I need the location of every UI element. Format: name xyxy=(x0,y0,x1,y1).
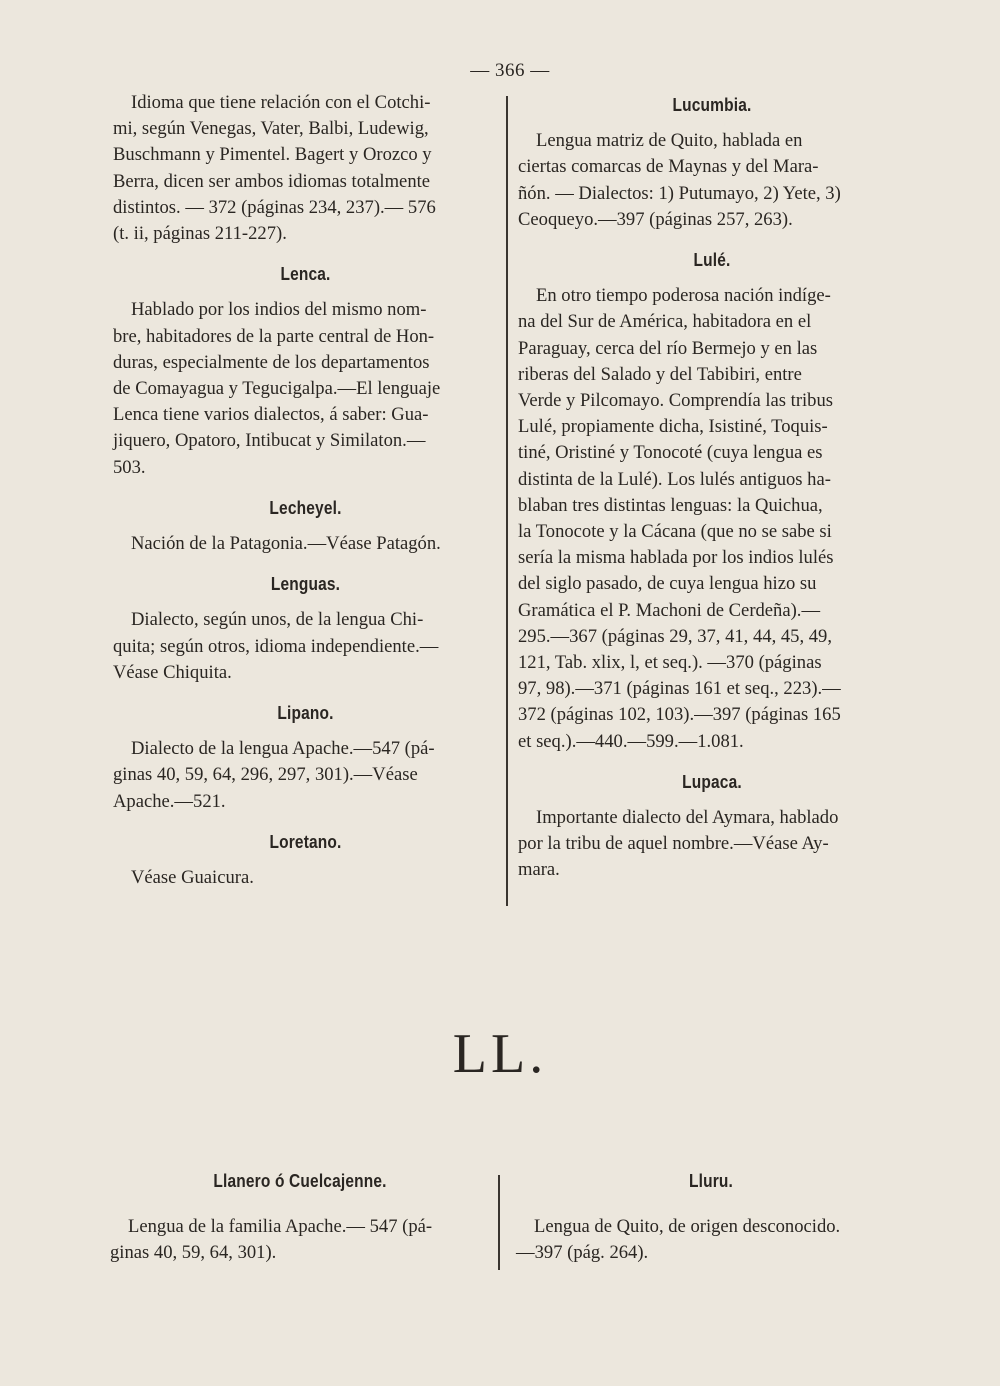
entry-body xyxy=(516,1214,906,1266)
text-line: la Tonocote y la Cácana (que no se sabe si xyxy=(518,521,832,543)
text-line: Véase Guaicura. xyxy=(131,867,254,889)
right-column xyxy=(518,92,906,884)
entry-lenca xyxy=(113,261,498,481)
entry-lenguas xyxy=(113,571,498,686)
text-line: Buschmann y Pimentel. Bagert y Orozco y xyxy=(113,144,432,166)
entry-lluru xyxy=(516,1168,906,1267)
text-line: Idioma que tiene relación con el Cotchi- xyxy=(131,92,431,113)
entry-lipano xyxy=(113,700,498,815)
entry-body xyxy=(518,283,906,755)
column-divider-bottom xyxy=(498,1175,500,1270)
text-line: por la tribu de aquel nombre.—Véase Ay- xyxy=(518,833,829,855)
text-line: Gramática el P. Machoni de Cerdeña).— xyxy=(518,599,821,621)
entry-body xyxy=(110,1214,490,1266)
entry-body xyxy=(113,297,498,480)
entry-lucumbia xyxy=(518,92,906,233)
text-line: Lengua matriz de Quito, hablada en xyxy=(536,130,803,152)
text-line: bre, habitadores de la parte central de Hon- xyxy=(113,325,435,347)
text-line: blaban tres distintas lenguas: la Quichua, xyxy=(518,494,823,516)
text-line: Berra, dicen ser ambos idiomas totalmente xyxy=(113,170,431,192)
text-line: Hablado por los indios del mismo nom- xyxy=(131,299,427,321)
text-line: jiquero, Opatoro, Intibucat y Similaton.— xyxy=(113,430,426,452)
text-line: 503. xyxy=(113,456,146,478)
entry-body xyxy=(113,736,498,815)
text-line: Ceoqueyo.—397 (páginas 257, 263). xyxy=(518,208,793,230)
text-line: tiné, Oristiné y Tonocoté (cuya lengua es xyxy=(518,442,823,464)
text-line: ginas 40, 59, 64, 296, 297, 301).—Véase xyxy=(113,764,418,786)
text-line: Verde y Pilcomayo. Comprendía las tribus xyxy=(518,390,834,412)
text-line: ñón. — Dialectos: 1) Putumayo, 2) Yete, 3) xyxy=(518,182,841,204)
text-line: Dialecto, según unos, de la lengua Chi- xyxy=(131,609,424,631)
text-line: duras, especialmente de los departamentos xyxy=(113,351,430,373)
entry-title: Lenca. xyxy=(280,264,331,285)
entry-loretano xyxy=(113,829,498,891)
text-line: (t. ii, páginas 211-227). xyxy=(113,223,287,245)
text-line: Lenca tiene varios dialectos, á saber: Gua- xyxy=(113,404,429,426)
text-line: Paraguay, cerca del río Bermejo y en las xyxy=(518,337,818,359)
text-line: —397 (pág. 264). xyxy=(516,1242,649,1264)
entry-title: Lulé. xyxy=(693,250,731,271)
text-line: Dialecto de la lengua Apache.—547 (pá- xyxy=(131,738,435,760)
entry-body xyxy=(518,805,906,884)
entry-cotchimi-continuation xyxy=(113,90,498,247)
entry-body xyxy=(113,90,498,247)
text-line: et seq.).—440.—599.—1.081. xyxy=(518,730,744,752)
text-line: quita; según otros, idioma independiente.— xyxy=(113,635,439,657)
text-line: Apache.—521. xyxy=(113,790,226,812)
entry-title: Loretano. xyxy=(269,831,342,852)
text-line: Véase Chiquita. xyxy=(113,661,232,683)
entry-title: Lupaca. xyxy=(682,771,742,792)
entry-title: Llanero ó Cuelcajenne. xyxy=(213,1171,387,1191)
column-divider-top xyxy=(506,96,508,906)
text-line: Lengua de Quito, de origen desconocido. xyxy=(534,1216,841,1238)
entry-lule xyxy=(518,247,906,755)
text-line: 121, Tab. xlix, l, et seq.). —370 (páginas xyxy=(518,652,822,674)
text-line: sería la misma hablada por los indios lulés xyxy=(518,547,834,569)
text-line: Nación de la Patagonia.—Véase Patagón. xyxy=(131,533,441,555)
text-line: En otro tiempo poderosa nación indíge- xyxy=(536,285,831,307)
text-line: 372 (páginas 102, 103).—397 (páginas 165 xyxy=(518,704,841,726)
entry-lupaca xyxy=(518,769,906,884)
text-line: Lengua de la familia Apache.— 547 (pá- xyxy=(128,1216,433,1238)
text-line: ginas 40, 59, 64, 301). xyxy=(110,1242,277,1264)
text-line: Importante dialecto del Aymara, hablado xyxy=(536,807,839,829)
left-column xyxy=(113,90,498,891)
text-line: riberas del Salado y del Tabibiri, entre xyxy=(518,363,802,385)
entry-title: Lluru. xyxy=(688,1171,734,1191)
entry-llanero xyxy=(110,1168,490,1267)
text-line: 295.—367 (páginas 29, 37, 41, 44, 45, 49, xyxy=(518,625,833,647)
entry-title: Lucumbia. xyxy=(672,95,752,115)
entry-title: Lipano. xyxy=(277,703,334,724)
text-line: distinta de la Lulé). Los lulés antiguos ha- xyxy=(518,468,831,490)
entry-title: Lecheyel. xyxy=(269,497,342,518)
entry-body xyxy=(113,531,498,557)
text-line: distintos. — 372 (páginas 234, 237).— 576 xyxy=(113,196,436,218)
text-line: del siglo pasado, de cuya lengua hizo su xyxy=(518,573,817,595)
entry-body xyxy=(113,607,498,686)
text-line: mi, según Venegas, Vater, Balbi, Ludewig, xyxy=(113,118,429,140)
text-line: Lulé, propiamente dicha, Isistiné, Toquis- xyxy=(518,416,828,438)
text-line: 97, 98).—371 (páginas 161 et seq., 223).— xyxy=(518,678,841,700)
entry-body xyxy=(518,128,906,233)
section-letter-heading: LL. xyxy=(452,1023,548,1085)
text-line: de Comayagua y Tegucigalpa.—El lenguaje xyxy=(113,378,441,400)
entry-body xyxy=(113,865,498,891)
text-line: mara. xyxy=(518,859,560,881)
page-number: — 366 — xyxy=(470,60,550,81)
entry-title: Lenguas. xyxy=(270,574,341,595)
text-line: na del Sur de América, habitadora en el xyxy=(518,311,812,333)
text-line: ciertas comarcas de Maynas y del Mara- xyxy=(518,156,819,178)
entry-lecheyel xyxy=(113,495,498,557)
